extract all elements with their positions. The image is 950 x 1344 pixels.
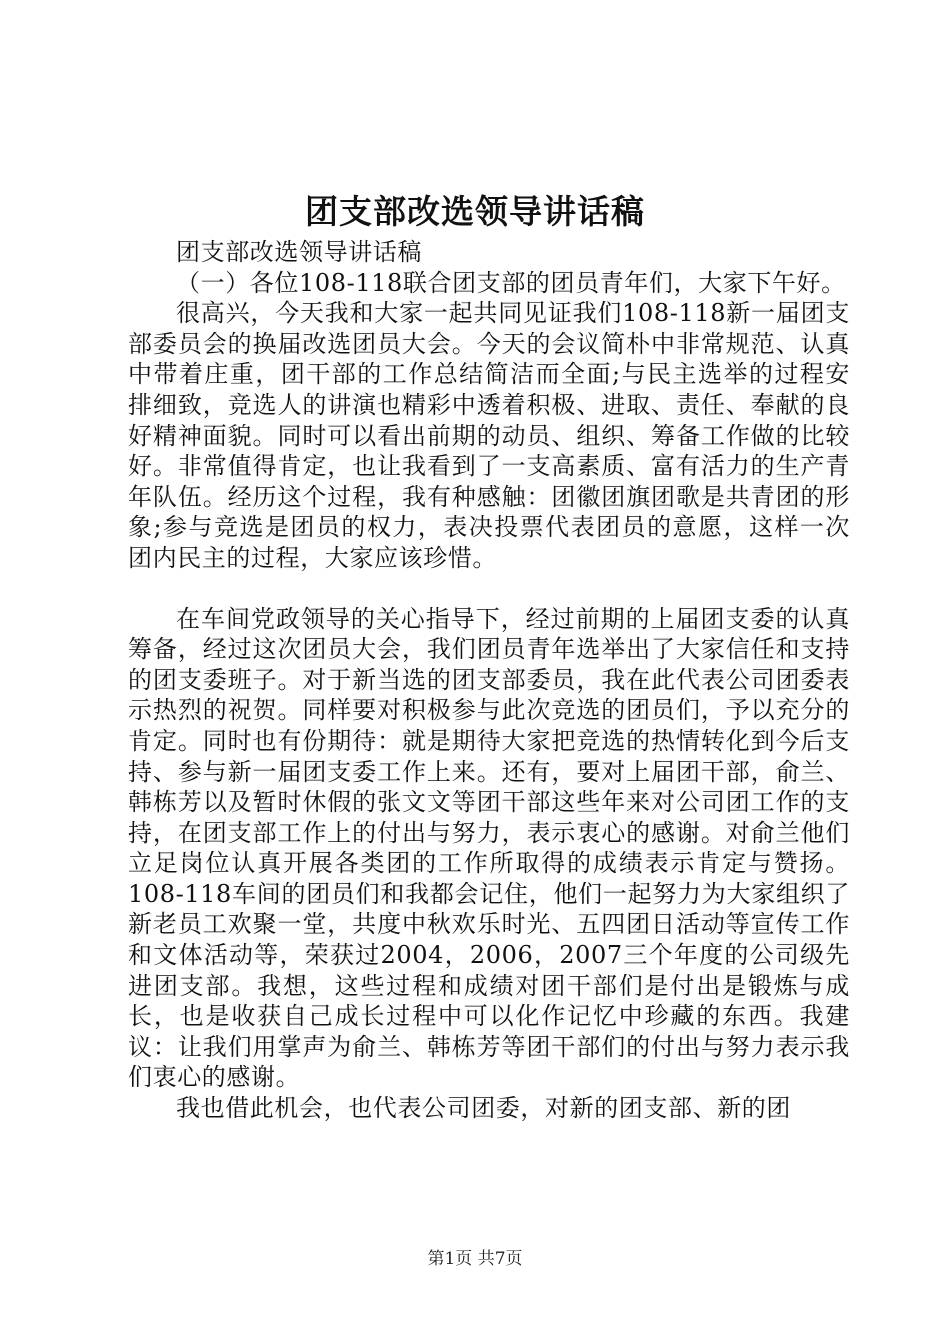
- page-number-footer: 第1页 共7页: [427, 1249, 523, 1269]
- document-title: 团支部改选领导讲话稿: [305, 192, 645, 231]
- paragraph-continuation: 我也借此机会，也代表公司团委，对新的团支部、新的团: [176, 1094, 791, 1123]
- document-body: [128, 237, 850, 1124]
- paragraph-greeting: （一）各位108-118联合团支部的团员青年们，大家下午好。: [176, 268, 846, 297]
- paragraph-subtitle: 团支部改选领导讲话稿: [176, 238, 422, 266]
- paragraph-opening: 很高兴，今天我和大家一起共同见证我们108-118新一届团支部委员会的换届改选团员大会。今天的会议简朴中非常规范、认真中带着庄重，团干部的工作总结简洁而全面;与民主选举的过程安排细致，竞选人的讲演也精彩中透着积极、进取、责任、奉献的良好精神面貌。同时可以看出前期的动员、组织、筹备工作做的比较好。非常值得肯定，也让我看到了一支高素质、富有活力的生产青年队伍。经历这个过程，我有种感触：团徽团旗团歌是共青团的形象;参与竞选是团员的权力，表决投票代表团员的意愿，这样一次团内民主的过程，大家应该珍惜。: [128, 299, 850, 572]
- paragraph-thanks: 在车间党政领导的关心指导下，经过前期的上届团支委的认真筹备，经过这次团员大会，我们团员青年选举出了大家信任和支持的团支委班子。对于新当选的团支部委员，我在此代表公司团委表示热烈的祝贺。同样要对积极参与此次竞选的团员们，予以充分的肯定。同时也有份期待：就是期待大家把竞选的热情转化到今后支持、参与新一届团支委工作上来。还有，要对上届团干部，俞兰、韩栋芳以及暂时休假的张文文等团干部这些年来对公司团工作的支持，在团支部工作上的付出与努力，表示衷心的感谢。对俞兰他们立足岗位认真开展各类团的工作所取得的成绩表示肯定与赞扬。108-118车间的团员们和我都会记住，他们一起努力为大家组织了新老员工欢聚一堂，共度中秋欢乐时光、五四团日活动等宣传工作和文体活动等，荣获过2004，2006，2007三个年度的公司级先进团支部。我想，这些过程和成绩对团干部们是付出是锻炼与成长，也是收获自己成长过程中可以化作记忆中珍藏的东西。我建议：让我们用掌声为俞兰、韩栋芳等团干部们的付出与努力表示我们衷心的感谢。: [128, 604, 850, 1092]
